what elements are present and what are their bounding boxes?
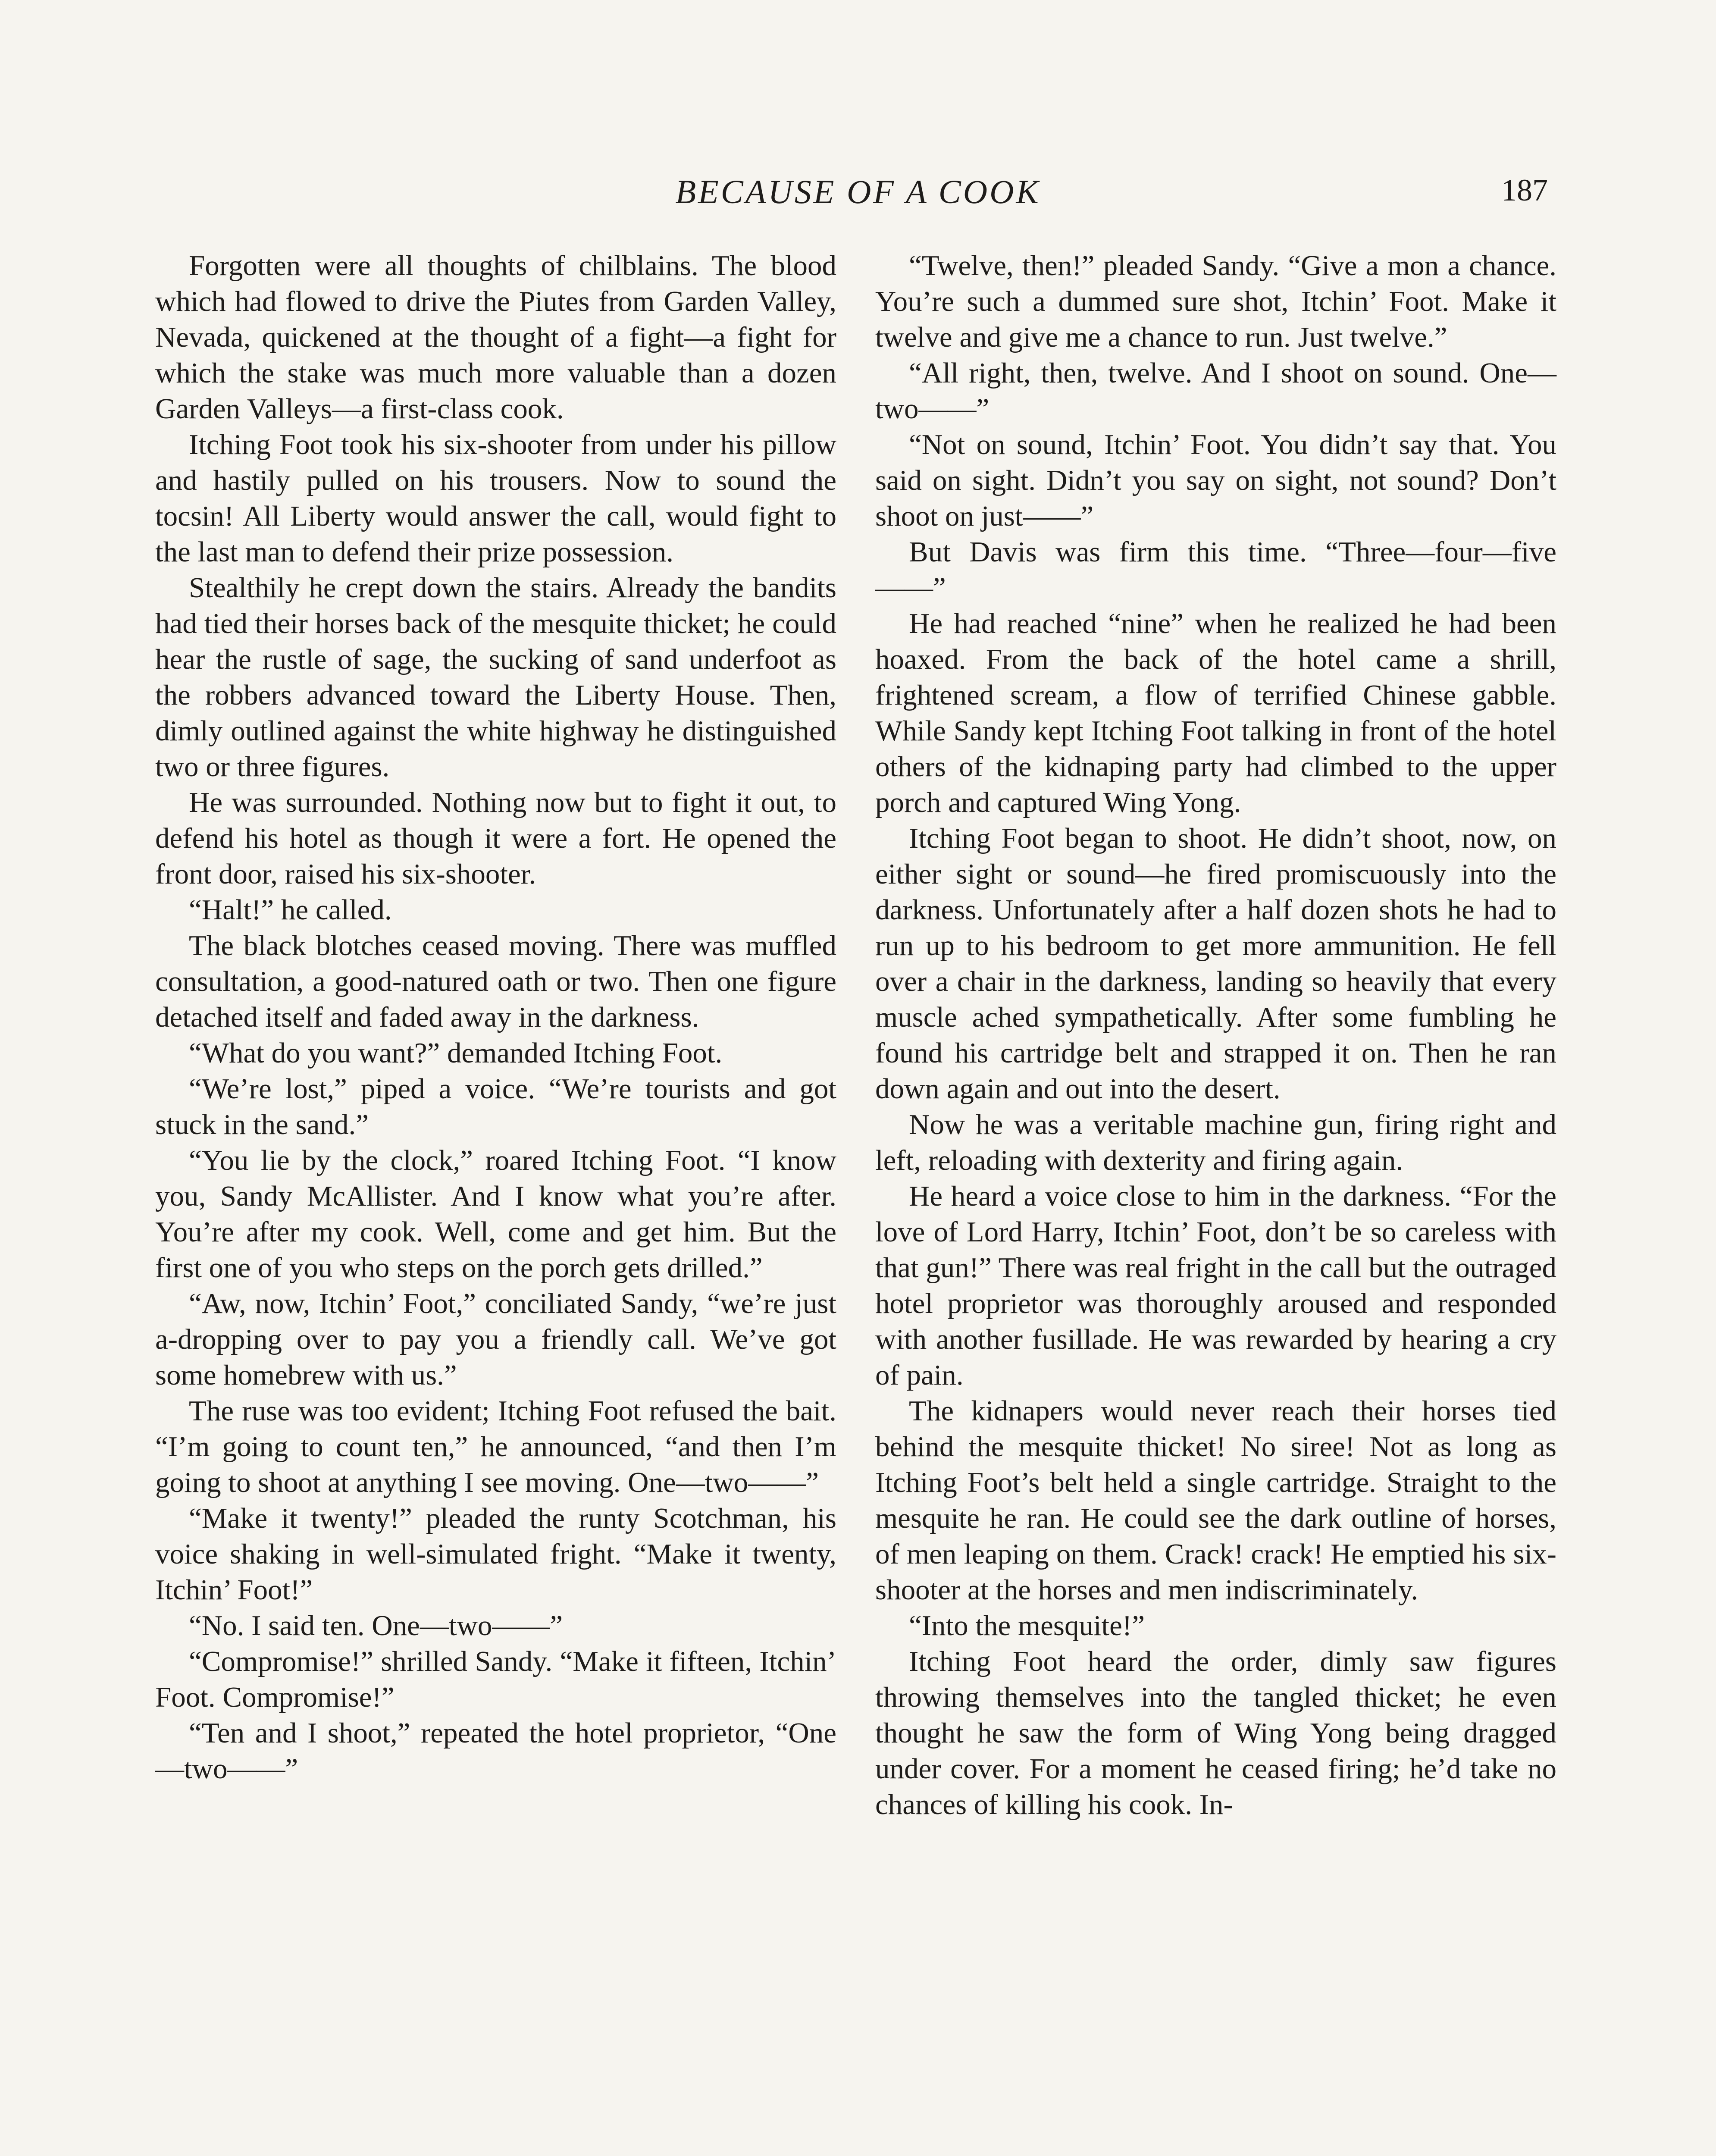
right-column: [875, 248, 1556, 1823]
page-number: 187: [1501, 173, 1548, 207]
paragraph: The ruse was too evident; Itching Foot refused the bait. “I’m going to count ten,” he announced, “and then I’m going to shoot at anything I see moving. One—two——”: [155, 1395, 836, 1498]
paragraph: “All right, then, twelve. And I shoot on sound. One—two——”: [875, 357, 1556, 425]
paragraph: “Not on sound, Itchin’ Foot. You didn’t say that. You said on sight. Didn’t you say on sight, not sound? Don’t shoot on just——”: [875, 429, 1556, 532]
paragraph: He was surrounded. Nothing now but to fight it out, to defend his hotel as though it were a fort. He opened the front door, raised his six-shooter.: [155, 787, 836, 890]
paragraph: “Twelve, then!” pleaded Sandy. “Give a mon a chance. You’re such a dummed sure shot, Itchin’ Foot. Make it twelve and give me a chance to run. Just twelve.”: [875, 250, 1556, 353]
paragraph: “Ten and I shoot,” repeated the hotel proprietor, “One—two——”: [155, 1717, 836, 1785]
running-title: BECAUSE OF A COOK: [675, 173, 1041, 210]
paragraph: Forgotten were all thoughts of chilblains. The blood which had flowed to drive the Piutes from Garden Valley, Nevada, quickened at the thought of a fight—a fight for which the stake was much more valuable than a dozen Garden Valleys—a first-class cook.: [155, 250, 836, 425]
paragraph: “Make it twenty!” pleaded the runty Scotchman, his voice shaking in well-simulated fright. “Make it twenty, Itchin’ Foot!”: [155, 1502, 836, 1606]
paragraph: “We’re lost,” piped a voice. “We’re tourists and got stuck in the sand.”: [155, 1073, 836, 1141]
paragraph: Itching Foot heard the order, dimly saw figures throwing themselves into the tangled thicket; he even thought he saw the form of Wing Yong being dragged under cover. For a moment he ceased firing; he’d take no chances of killing his cook. In-: [875, 1645, 1556, 1821]
paragraph: He had reached “nine” when he realized he had been hoaxed. From the back of the hotel came a shrill, frightened scream, a flow of terrified Chinese gabble. While Sandy kept Itching Foot talking in front of the hotel others of the kidnaping party had climbed to the upper porch and captured Wing Yong.: [875, 608, 1556, 818]
paragraph: Itching Foot began to shoot. He didn’t shoot, now, on either sight or sound—he fired promiscuously into the darkness. Unfortunately after a half dozen shots he had to run up to his bedroom to get more ammunition. He fell over a chair in the darkness, landing so heavily that every muscle ached sympathetically. After some fumbling he found his cartridge belt and strapped it on. Then he ran down again and out into the desert.: [875, 822, 1556, 1105]
paragraph: “Into the mesquite!”: [909, 1610, 1145, 1642]
paragraph: “Compromise!” shrilled Sandy. “Make it fifteen, Itchin’ Foot. Compromise!”: [155, 1645, 836, 1713]
left-column: [155, 248, 836, 1787]
paragraph: But Davis was firm this time. “Three—four—five——”: [875, 536, 1556, 604]
paragraph: “No. I said ten. One—two——”: [189, 1610, 563, 1642]
paragraph: “Halt!” he called.: [189, 894, 392, 926]
paragraph: Itching Foot took his six-shooter from under his pillow and hastily pulled on his trousers. Now to sound the tocsin! All Liberty would answer the call, would fight to the last man to defend their prize possession.: [155, 429, 836, 568]
paragraph: “What do you want?” demanded Itching Foot.: [189, 1037, 723, 1069]
paragraph: Now he was a veritable machine gun, firing right and left, reloading with dexterity and firing again.: [875, 1109, 1556, 1176]
running-head: [0, 172, 1716, 224]
paragraph: He heard a voice close to him in the darkness. “For the love of Lord Harry, Itchin’ Foot, don’t be so careless with that gun!” There was real fright in the call but the outraged hotel proprietor was thoroughly aroused and responded with another fusillade. He was rewarded by hearing a cry of pain.: [875, 1180, 1556, 1391]
paragraph: The kidnapers would never reach their horses tied behind the mesquite thicket! No siree! Not as long as Itching Foot’s belt held a single cartridge. Straight to the mesquite he ran. He could see the dark outline of horses, of men leaping on them. Crack! crack! He emptied his six-shooter at the horses and men indiscriminately.: [875, 1395, 1556, 1606]
paragraph: “Aw, now, Itchin’ Foot,” conciliated Sandy, “we’re just a-dropping over to pay you a friendly call. We’ve got some homebrew with us.”: [155, 1288, 836, 1391]
paragraph: “You lie by the clock,” roared Itching Foot. “I know you, Sandy McAllister. And I know what you’re after. You’re after my cook. Well, come and get him. But the first one of you who steps on the porch gets drilled.”: [155, 1144, 836, 1284]
paragraph: The black blotches ceased moving. There was muffled consultation, a good-natured oath or two. Then one figure detached itself and faded away in the darkness.: [155, 930, 836, 1033]
paragraph: Stealthily he crept down the stairs. Already the bandits had tied their horses back of the mesquite thicket; he could hear the rustle of sage, the sucking of sand underfoot as the robbers advanced toward the Liberty House. Then, dimly outlined against the white highway he distinguished two or three figures.: [155, 572, 836, 783]
